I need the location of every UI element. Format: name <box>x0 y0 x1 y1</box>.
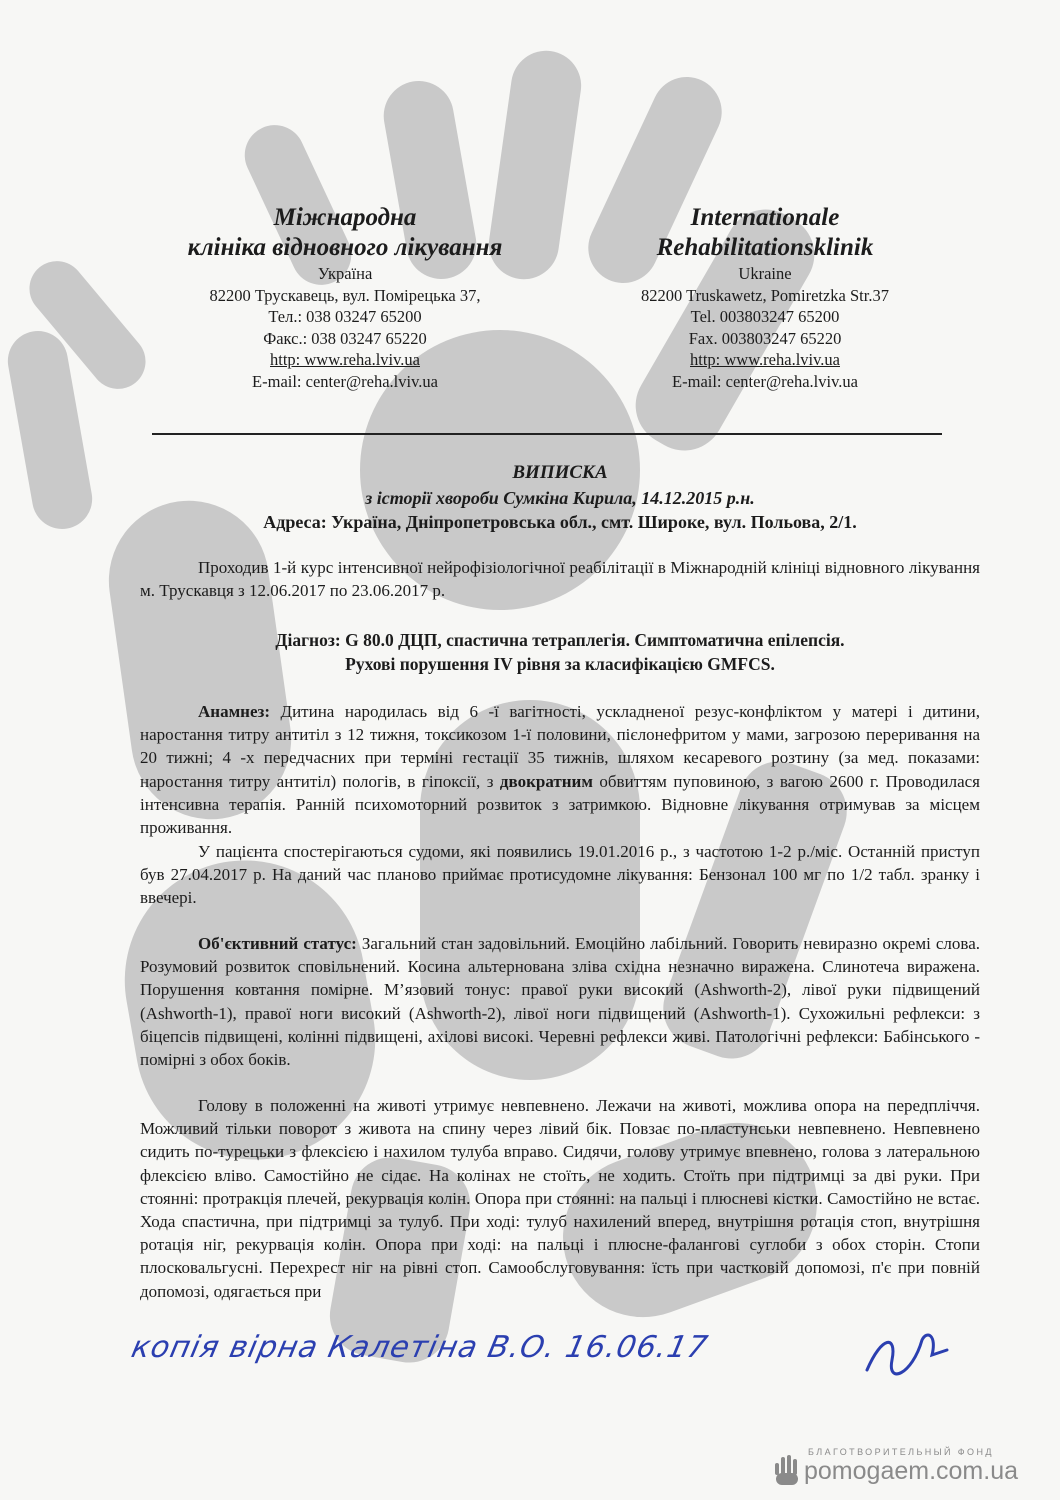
clinic-address-de: 82200 Truskawetz, Pomiretzka Str.37 <box>641 285 889 305</box>
clinic-fax-de: Fax. 003803247 65220 <box>688 328 842 348</box>
clinic-email: E-mail: center@reha.lviv.ua <box>252 371 438 391</box>
anamnesis-paragraph <box>140 700 980 839</box>
pomogaem-footer-logo <box>770 1445 1050 1495</box>
diagnosis-line2: Рухові порушення IV рівня за класифікацією GMFCS. <box>345 654 775 674</box>
anamnesis-label: Анамнез: <box>198 702 270 721</box>
document-title: ВИПИСКА <box>512 462 608 483</box>
status-text: Загальний стан задовільний. Емоційно лабільний. Говорить невиразно окремі слова. Розумовий розвиток сповільнений. Косина альтернована зліва східна незначно виражена. Слинотеча виражена. Порушення ковтання помірне. М’язовий тонус: правої руки високий (Ashworth-2), лівої руки підвищений (Ashworth-1), правої ноги високий (Ashworth-2), лівої ноги підвищений (Ashworth-1). Сухожильні рефлекси: з біцепсів підвищені, колінні підвищені, ахілові високі. Черевні рефлекси живі. Патологічні рефлекси: Бабінського - помірні з обох боків. <box>140 934 980 1070</box>
clinic-name-line1-de: Internationale <box>690 204 840 231</box>
course-paragraph: Проходив 1-й курс інтенсивної нейрофізіологічної реабілітації в Міжнародній клініці відновного лікування м. Трускавця з 12.06.2017 по 23.06.2017 р. <box>140 558 980 601</box>
clinic-website-de: http: www.reha.lviv.ua <box>690 350 840 369</box>
header-divider <box>152 433 942 435</box>
clinic-header-german <box>590 203 940 392</box>
clinic-website: http: www.reha.lviv.ua <box>270 350 420 369</box>
clinic-name-line2: клініка відновного лікування <box>187 234 503 261</box>
document-subtitle: з історії хвороби Сумкіна Кирила, 14.12.2015 р.н. <box>365 488 755 508</box>
anamnesis-text: Дитина народилась від 6 -ї вагітності, ускладненої резус-конфліктом у матері і дитини, наростання титру антитіл з 12 тижня, токсикозом 1-ї половини, пієлонефритом у мами, загрозою переривання на 20 тижні; 4 -х передчасних при терміні гестації 35 тижнів, шляхом кесаревого розтину (за мед. показами: наростання титру антитіл) пологів, в гіпоксії, з <box>140 702 980 791</box>
seizures-paragraph: У пацієнта спостерігаються судоми, які появились 19.01.2016 р., з частотою 1-2 р./міс. Останній приступ був 27.04.2017 р. На даний час планово приймає протисудомне лікування: Бензонал 100 мг по 1/2 табл. зранку і ввечері. <box>140 842 980 908</box>
signature-scribble <box>862 1330 952 1380</box>
diagnosis-line1: Діагноз: G 80.0 ДЦП, спастична тетраплегія. Симптоматична епілепсія. <box>275 630 845 650</box>
clinic-name-line2-de: Rehabilitationsklinik <box>656 234 874 261</box>
clinic-email-de: E-mail: center@reha.lviv.ua <box>672 371 858 391</box>
fund-label: БЛАГОТВОРИТЕЛЬНЫЙ ФОНД <box>808 1447 994 1457</box>
clinic-tel: Тел.: 038 03247 65200 <box>268 307 422 326</box>
diagnosis-block <box>140 628 980 676</box>
clinic-tel-de: Tel. 003803247 65200 <box>690 307 840 326</box>
certified-copy-signature <box>128 1330 962 1385</box>
motor-paragraph: Голову в положенні на животі утримує невпевнено. Лежачи на животі, можлива опора на передпліччя. Можливий тільки поворот з живота на спину через лівий бік. Повзає по-пластунськи невпевнено. Невпевнено сидить по-турецьки з флексією і нахилом тулуба вправо. Сидячи, голову утримує впевнено, голова з латеральною флексією вліво. Самостійно не сідає. На колінах не стоїть, не ходить. Стоїть при підтримці за дві руки. При стоянні: протракція плечей, рекурвація колін. Опора при стоянні: на пальці і плюсневі кістки. Самостійно не встає. Хода спастична, при підтримці за тулуб. При ході: тулуб нахилений вперед, внутрішня ротація стоп, внутрішня ротація ніг, рекурвація колін. Опора при ході: на пальці і плюсне-фалангові суглоби з обох сторін. Стопи плосковальгусні. Перехрест ніг на рівні стоп. Самообслуговування: їсть при частковій допомозі, п'є при повній допомозі, одягається при <box>140 1096 980 1301</box>
hand-icon <box>772 1453 802 1487</box>
status-label: Об'єктивний статус: <box>198 934 357 953</box>
anamnesis-bold-word: двократним <box>499 771 593 791</box>
clinic-name-line1: Міжнародна <box>273 204 417 231</box>
clinic-header-ukrainian <box>150 203 540 392</box>
clinic-country: Україна <box>317 264 373 283</box>
clinic-address: 82200 Трускавець, вул. Помірецька 37, <box>209 285 481 305</box>
clinic-fax: Факс.: 038 03247 65220 <box>263 328 427 348</box>
fund-site: pomogaem.com.ua <box>804 1457 1019 1485</box>
handwritten-note: копія вірна Калетіна В.О. 16.06.17 <box>128 1330 712 1365</box>
anamnesis-text-2: обвиттям пуповиною, з вагою 2600 г. Проводилася інтенсивна терапія. Ранній психомоторний розвиток з затримкою. Відновне лікування отримував за місцем проживання. <box>140 771 980 838</box>
patient-address: Адреса: Україна, Дніпропетровська обл., смт. Широке, вул. Польова, 2/1. <box>263 512 857 532</box>
clinic-country-de: Ukraine <box>738 264 792 283</box>
status-paragraph <box>140 932 980 1071</box>
